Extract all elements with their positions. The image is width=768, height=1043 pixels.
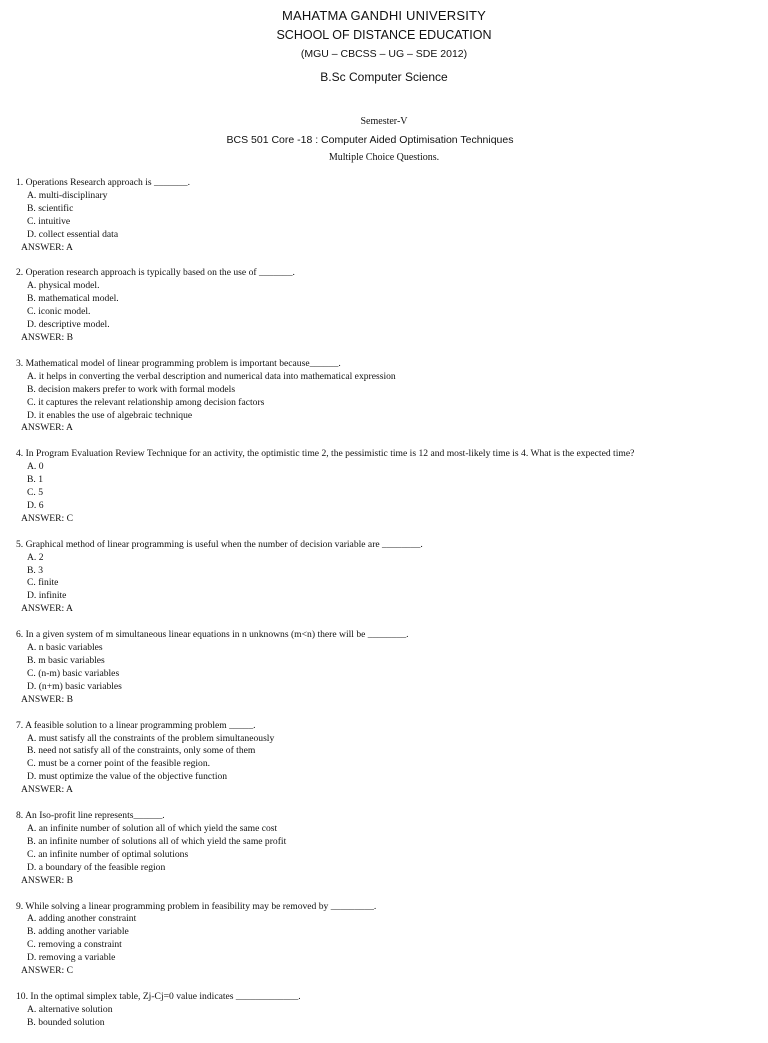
program-title: B.Sc Computer Science xyxy=(320,70,448,84)
answer-option: C. iconic model. xyxy=(27,306,91,318)
answer-option: D. removing a variable xyxy=(27,952,116,964)
semester-label: Semester-V xyxy=(360,116,408,127)
question-text: 10. In the optimal simplex table, Zj-Cj=0 value indicates _____________. xyxy=(16,990,301,1002)
answer-key: ANSWER: B xyxy=(21,874,73,886)
answer-key: ANSWER: B xyxy=(21,693,73,705)
answer-option: C. removing a constraint xyxy=(27,939,122,951)
university-title: MAHATMA GANDHI UNIVERSITY xyxy=(281,8,487,23)
answer-option: A. multi-disciplinary xyxy=(27,189,108,201)
answer-option: B. m basic variables xyxy=(27,655,105,666)
answer-option: B. an infinite number of solutions all of which yield the same profit xyxy=(27,835,287,847)
answer-option: D. 6 xyxy=(27,499,44,511)
question-list xyxy=(16,177,756,1043)
answer-key: ANSWER: C xyxy=(21,965,73,977)
answer-option: B. mathematical model. xyxy=(27,293,119,305)
question-text: 3. Mathematical model of linear programming problem is important because______. xyxy=(16,357,341,369)
answer-option: C. it captures the relevant relationship among decision factors xyxy=(27,396,265,408)
answer-option: A. physical model. xyxy=(27,280,100,292)
question-text: 6. In a given system of m simultaneous linear equations in n unknowns (m<n) there will be ________. xyxy=(16,629,409,641)
answer-option: D. infinite xyxy=(27,590,67,602)
answer-key: ANSWER: A xyxy=(21,422,73,434)
answer-key: ANSWER: B xyxy=(21,331,73,343)
answer-option: D. must optimize the value of the objective function xyxy=(27,771,228,783)
answer-option: A. alternative solution xyxy=(27,1003,113,1015)
answer-option: C. 5 xyxy=(27,487,43,499)
answer-option: B. decision makers prefer to work with formal models xyxy=(27,383,236,395)
question-block xyxy=(16,177,756,254)
question-text: 1. Operations Research approach is _______. xyxy=(16,177,190,188)
answer-option: D. descriptive model. xyxy=(27,319,110,331)
answer-option: B. bounded solution xyxy=(27,1016,105,1028)
question-text: 5. Graphical method of linear programming is useful when the number of decision variable are ________. xyxy=(16,538,423,550)
answer-option: A. 0 xyxy=(27,461,44,473)
question-block xyxy=(16,267,756,344)
question-block xyxy=(16,448,756,525)
question-block xyxy=(16,358,756,435)
question-text: 2. Operation research approach is typically based on the use of _______. xyxy=(16,267,295,279)
answer-option: D. collect essential data xyxy=(27,228,119,240)
answer-option: D. a boundary of the feasible region xyxy=(27,861,166,873)
scheme-line: (MGU – CBCSS – UG – SDE 2012) xyxy=(300,48,468,60)
answer-option: A. n basic variables xyxy=(27,642,103,654)
school-title: SCHOOL OF DISTANCE EDUCATION xyxy=(276,28,492,42)
answer-option: A. adding another constraint xyxy=(27,913,137,925)
answer-option: A. must satisfy all the constraints of the problem simultaneously xyxy=(27,732,275,744)
answer-key: ANSWER: C xyxy=(21,512,73,524)
answer-option: A. 2 xyxy=(27,551,44,563)
answer-option: C. (n-m) basic variables xyxy=(27,667,120,679)
answer-option: D. (n+m) basic variables xyxy=(27,680,122,692)
answer-option: B. 1 xyxy=(27,474,43,486)
question-text: 4. In Program Evaluation Review Technique for an activity, the optimistic time 2, the pessimistic time is 12 and most-likely time is 4. What is the expected time? xyxy=(16,448,635,460)
answer-option: C. finite xyxy=(27,577,59,589)
document-subtitle: Multiple Choice Questions. xyxy=(328,152,440,163)
answer-option: C. must be a corner point of the feasible region. xyxy=(27,758,211,770)
answer-option: C. an infinite number of optimal solutions xyxy=(27,848,189,860)
question-text: 7. A feasible solution to a linear programming problem _____. xyxy=(16,719,256,731)
answer-option: A. it helps in converting the verbal description and numerical data into mathematical expression xyxy=(27,370,396,382)
answer-option: B. need not satisfy all of the constraints, only some of them xyxy=(27,745,256,757)
question-text: 8. An Iso-profit line represents______. xyxy=(16,810,165,822)
question-text: 9. While solving a linear programming problem in feasibility may be removed by _________. xyxy=(16,900,377,912)
answer-key: ANSWER: A xyxy=(21,241,73,253)
answer-option: B. adding another variable xyxy=(27,926,129,938)
answer-key: ANSWER: A xyxy=(21,603,73,615)
answer-option: A. an infinite number of solution all of which yield the same cost xyxy=(27,822,278,834)
answer-option: B. 3 xyxy=(27,564,43,576)
question-block xyxy=(16,810,756,887)
question-block xyxy=(16,629,756,706)
answer-option: D. it enables the use of algebraic technique xyxy=(27,409,193,421)
course-title: BCS 501 Core -18 : Computer Aided Optimisation Techniques xyxy=(226,134,514,146)
question-block xyxy=(16,720,756,797)
answer-key: ANSWER: A xyxy=(21,784,73,796)
question-block xyxy=(16,539,756,616)
answer-option: C. intuitive xyxy=(27,215,71,227)
answer-option: B. scientific xyxy=(27,202,74,214)
question-block xyxy=(16,901,756,978)
